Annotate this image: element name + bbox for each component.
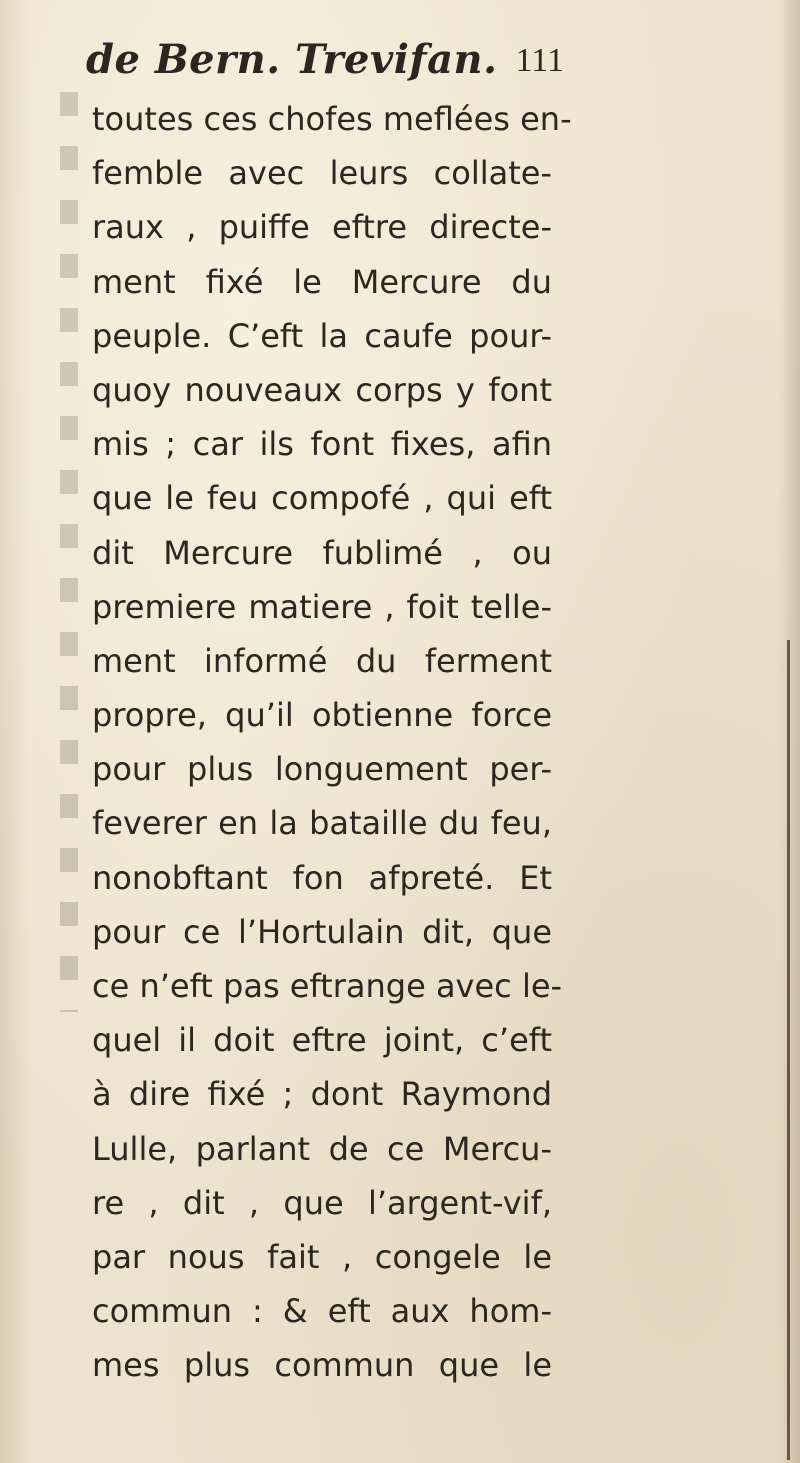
running-title: de Bern. Trevifan. [86,36,498,83]
text-line: ce n’eft pas eftrange avec le- [92,967,563,1005]
text-line: que le feu compofé , qui eft [92,479,552,518]
text-line: à dire fixé ; dont Raymond [92,1075,552,1114]
text-line: premiere matiere , foit telle- [92,587,552,626]
text-line: nonobftant fon afpreté. Et [92,858,552,897]
text-line: feverer en la bataille du feu, [92,804,552,843]
page-edge-line [787,640,790,1460]
text-line: mis ; car ils font fixes, afin [92,425,552,464]
text-line: femble avec leurs collate- [92,154,552,193]
text-line: par nous fait , congele le [92,1237,552,1276]
text-line: re , dit , que l’argent-vif, [92,1183,552,1222]
body-text [92,92,572,1393]
page-number: 111 [515,42,564,79]
text-line: peuple. C’eft la caufe pour- [92,316,552,355]
text-line: ment informé du ferment [92,641,552,680]
text-line: toutes ces chofes meflées en- [92,100,572,138]
text-line: ment fixé le Mercure du [92,262,552,301]
text-line: quoy nouveaux corps y font [92,370,552,409]
text-line: pour ce l’Hortulain dit, que [92,912,552,951]
page-header [80,36,564,92]
text-line: pour plus longuement per- [92,750,552,789]
gutter-shadow [60,92,78,1012]
text-line: dit Mercure fublimé , ou [92,533,552,572]
text-line: raux , puiffe eftre directe- [92,208,552,247]
text-line: commun : & eft aux hom- [92,1292,552,1331]
text-line: mes plus commun que le [92,1346,552,1385]
text-line: Lulle, parlant de ce Mercu- [92,1129,552,1168]
text-line: propre, qu’il obtienne force [92,696,552,735]
text-line: quel il doit eftre joint, c’eft [92,1021,552,1060]
